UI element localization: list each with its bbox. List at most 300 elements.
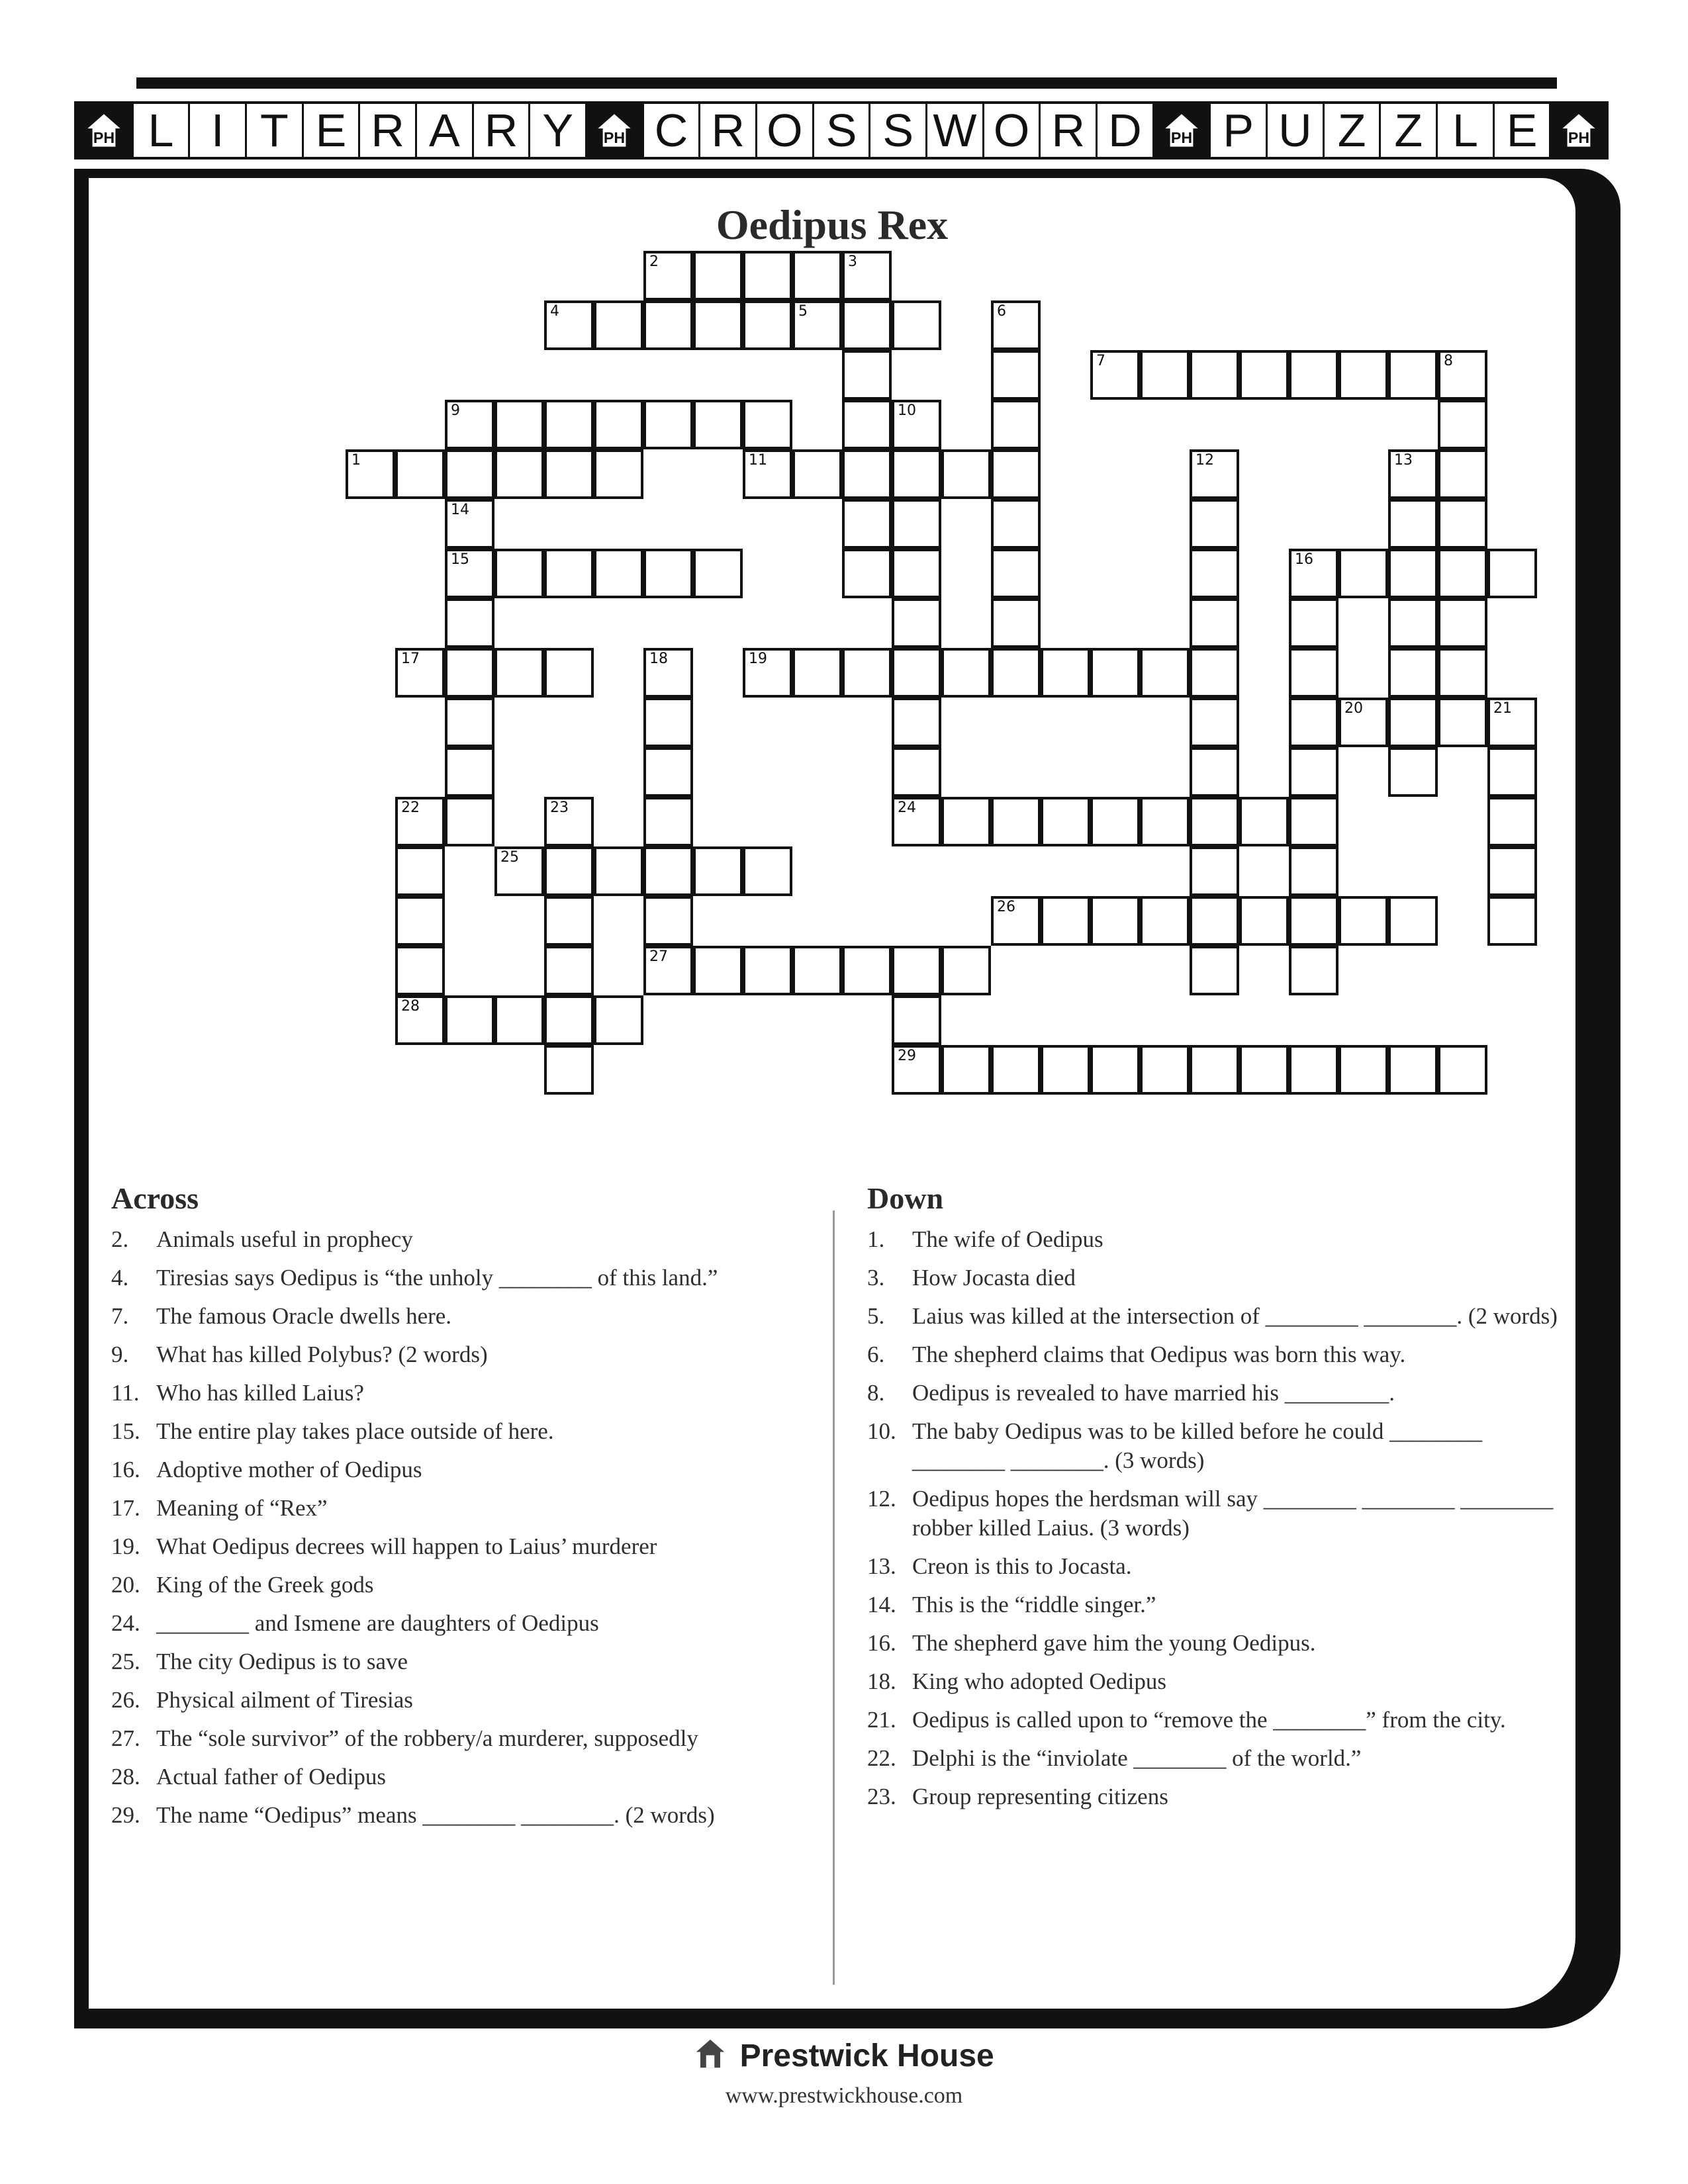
grid-cell[interactable] [693,300,743,350]
grid-cell[interactable] [1239,350,1289,400]
clue-text: The name “Oedipus” means ________ ________. (2 words) [156,1802,715,1828]
clue-number: 29. [111,1802,140,1828]
grid-cell[interactable] [1388,449,1438,499]
grid-cell[interactable] [1388,698,1438,747]
grid-cell[interactable] [445,747,494,797]
grid-cell[interactable] [1190,598,1239,648]
clue-text: Laius was killed at the intersection of ________ ________. (2 words) [912,1303,1558,1329]
house-logo-icon [77,104,134,157]
grid-cell[interactable] [842,648,892,698]
grid-cell[interactable] [346,449,395,499]
down-clue [867,1340,1569,1369]
grid-cell[interactable] [643,251,693,300]
banner-letter: R [474,104,531,157]
grid-cell[interactable] [1090,350,1140,400]
grid-cell[interactable] [445,995,494,1045]
grid-cell[interactable] [494,400,544,449]
banner-letter: Z [1381,104,1438,157]
down-clue [867,1782,1569,1811]
grid-cell[interactable] [643,896,693,946]
grid-cell[interactable] [494,648,544,698]
grid-cell[interactable] [842,549,892,598]
clue-number: 16. [867,1630,896,1656]
down-clue [867,1263,1569,1293]
grid-cell[interactable] [1338,549,1388,598]
clue-text: ________ and Ismene are daughters of Oedipus [156,1610,599,1636]
grid-cell[interactable] [842,350,892,400]
grid-cell[interactable] [1289,896,1338,946]
banner-letter: S [814,104,871,157]
grid-cell[interactable] [991,350,1041,400]
grid-cell[interactable] [1438,598,1487,648]
grid-cell[interactable] [643,648,693,698]
grid-cell[interactable] [1438,449,1487,499]
clue-number: 6 [997,303,1006,320]
clue-number: 26 [997,899,1015,915]
clue-text: The “sole survivor” of the robbery/a murderer, supposedly [156,1725,698,1751]
svg-text:PH: PH [1170,128,1193,146]
clue-number: 5. [867,1303,885,1329]
clue-number: 11. [111,1380,140,1406]
grid-cell[interactable] [1090,896,1140,946]
clue-number: 8. [867,1380,885,1406]
grid-cell[interactable] [544,300,594,350]
grid-cell[interactable] [792,648,842,698]
grid-cell[interactable] [594,449,643,499]
grid-cell[interactable] [693,846,743,896]
grid-cell[interactable] [445,598,494,648]
across-clue [111,1647,826,1676]
banner-letter: E [1495,104,1552,157]
grid-cell[interactable] [1289,698,1338,747]
banner-letter: C [644,104,701,157]
clue-number: 19. [111,1533,140,1559]
grid-cell[interactable] [892,1045,941,1095]
clue-text: The entire play takes place outside of here. [156,1418,554,1444]
grid-cell[interactable] [1140,350,1190,400]
clue-number: 6. [867,1342,885,1367]
grid-cell[interactable] [1140,797,1190,846]
grid-cell[interactable] [892,648,941,698]
grid-cell[interactable] [643,698,693,747]
grid-cell[interactable] [892,747,941,797]
brand-name: Prestwick House [739,2038,994,2073]
grid-cell[interactable] [1338,1045,1388,1095]
grid-cell[interactable] [1388,499,1438,549]
clue-number: 26. [111,1687,140,1713]
grid-cell[interactable] [594,400,643,449]
clue-number: 2. [111,1226,129,1252]
across-clues [111,1181,826,1839]
across-clue [111,1379,826,1408]
grid-cell[interactable] [1487,747,1537,797]
clue-number: 22. [867,1745,896,1771]
grid-cell[interactable] [594,846,643,896]
clue-number: 17 [401,651,420,667]
across-clue [111,1724,826,1753]
clue-number: 4. [111,1265,129,1291]
grid-cell[interactable] [544,400,594,449]
clue-number: 9 [451,402,460,419]
grid-cell[interactable] [892,400,941,449]
grid-cell[interactable] [1438,648,1487,698]
grid-cell[interactable] [1239,896,1289,946]
across-clue [111,1762,826,1792]
house-logo-icon [694,2038,739,2073]
grid-cell[interactable] [1438,400,1487,449]
clue-number: 24. [111,1610,140,1636]
grid-cell[interactable] [743,251,792,300]
grid-cell[interactable] [991,648,1041,698]
grid-cell[interactable] [395,797,445,846]
grid-cell[interactable] [1041,1045,1090,1095]
grid-cell[interactable] [395,449,445,499]
grid-cell[interactable] [743,846,792,896]
grid-cell[interactable] [1289,549,1338,598]
house-logo-icon [587,104,644,157]
down-clue [867,1667,1569,1696]
grid-cell[interactable] [445,400,494,449]
grid-cell[interactable] [1388,1045,1438,1095]
down-clue [867,1379,1569,1408]
across-clue [111,1532,826,1561]
grid-cell[interactable] [991,300,1041,350]
grid-cell[interactable] [1388,598,1438,648]
banner-letter: A [417,104,474,157]
grid-cell[interactable] [693,400,743,449]
grid-cell[interactable] [1487,549,1537,598]
grid-cell[interactable] [1190,698,1239,747]
banner-letter: S [870,104,927,157]
grid-cell[interactable] [544,797,594,846]
grid-cell[interactable] [445,499,494,549]
svg-text:PH: PH [604,128,626,146]
grid-cell[interactable] [643,549,693,598]
grid-cell[interactable] [842,946,892,995]
grid-cell[interactable] [445,698,494,747]
grid-cell[interactable] [395,648,445,698]
grid-cell[interactable] [842,400,892,449]
across-clue [111,1801,826,1830]
clue-number: 4 [550,303,559,320]
down-clue [867,1629,1569,1658]
grid-cell[interactable] [1487,846,1537,896]
clue-text: Physical ailment of Tiresias [156,1687,413,1713]
grid-cell[interactable] [643,797,693,846]
grid-cell[interactable] [494,449,544,499]
clue-text: The famous Oracle dwells here. [156,1303,452,1329]
grid-cell[interactable] [792,251,842,300]
grid-cell[interactable] [544,449,594,499]
grid-cell[interactable] [842,251,892,300]
grid-cell[interactable] [544,549,594,598]
clue-text: Delphi is the “inviolate ________ of the world.” [912,1745,1362,1771]
grid-cell[interactable] [1090,648,1140,698]
clue-number: 9. [111,1342,129,1367]
grid-cell[interactable] [1239,797,1289,846]
grid-cell[interactable] [1190,648,1239,698]
clue-text: Meaning of “Rex” [156,1495,328,1521]
clue-text: The wife of Oedipus [912,1226,1103,1252]
across-clue [111,1455,826,1484]
grid-cell[interactable] [1388,747,1438,797]
grid-cell[interactable] [544,896,594,946]
clue-number: 3. [867,1265,885,1291]
grid-cell[interactable] [743,400,792,449]
banner-letter: L [1438,104,1495,157]
grid-cell[interactable] [1487,698,1537,747]
grid-cell[interactable] [743,449,792,499]
svg-text:PH: PH [1568,128,1589,146]
grid-cell[interactable] [1388,648,1438,698]
grid-cell[interactable] [1190,549,1239,598]
grid-cell[interactable] [1338,698,1388,747]
clue-number: 17. [111,1495,140,1521]
clue-text: Actual father of Oedipus [156,1764,386,1790]
svg-text:PH: PH [93,128,115,146]
grid-cell[interactable] [1388,896,1438,946]
grid-cell[interactable] [395,896,445,946]
clue-number: 28 [401,998,420,1015]
grid-cell[interactable] [991,598,1041,648]
grid-cell[interactable] [544,1045,594,1095]
grid-cell[interactable] [792,946,842,995]
grid-cell[interactable] [445,797,494,846]
grid-cell[interactable] [395,995,445,1045]
grid-cell[interactable] [991,449,1041,499]
down-clue [867,1417,1569,1475]
crossword-grid [89,178,1575,1105]
grid-cell[interactable] [991,896,1041,946]
clue-number: 18 [649,651,668,667]
grid-cell[interactable] [991,797,1041,846]
grid-cell[interactable] [544,648,594,698]
down-heading: Down [867,1181,944,1215]
house-logo-icon [1551,104,1606,157]
grid-cell[interactable] [643,400,693,449]
grid-cell[interactable] [1190,846,1239,896]
clue-number: 21 [1493,700,1512,717]
clue-text: King of the Greek gods [156,1572,374,1598]
banner-letter: T [247,104,304,157]
grid-cell[interactable] [792,300,842,350]
across-heading: Across [111,1181,199,1215]
grid-cell[interactable] [1388,350,1438,400]
grid-cell[interactable] [892,598,941,648]
grid-cell[interactable] [1438,549,1487,598]
clue-text: Group representing citizens [912,1784,1168,1809]
grid-cell[interactable] [1289,846,1338,896]
grid-cell[interactable] [494,549,544,598]
down-clue [867,1590,1569,1619]
grid-cell[interactable] [991,549,1041,598]
grid-cell[interactable] [842,499,892,549]
grid-cell[interactable] [1487,896,1537,946]
grid-cell[interactable] [892,499,941,549]
grid-cell[interactable] [941,946,991,995]
clue-number: 7. [111,1303,129,1329]
grid-cell[interactable] [494,846,544,896]
clue-number: 21. [867,1707,896,1733]
grid-cell[interactable] [941,797,991,846]
across-clue [111,1340,826,1369]
top-rule [136,77,1557,89]
grid-cell[interactable] [743,946,792,995]
grid-cell[interactable] [842,449,892,499]
grid-cell[interactable] [494,995,544,1045]
clue-number: 25 [500,849,519,866]
title-banner [74,101,1609,159]
grid-cell[interactable] [941,449,991,499]
grid-cell[interactable] [1289,350,1338,400]
grid-cell[interactable] [395,846,445,896]
grid-cell[interactable] [892,449,941,499]
grid-cell[interactable] [892,300,941,350]
grid-cell[interactable] [544,946,594,995]
across-clue [111,1494,826,1523]
grid-cell[interactable] [1388,549,1438,598]
clue-number: 20 [1344,700,1363,717]
grid-cell[interactable] [1289,946,1338,995]
grid-cell[interactable] [1190,350,1239,400]
grid-cell[interactable] [445,449,494,499]
grid-cell[interactable] [941,648,991,698]
grid-cell[interactable] [445,648,494,698]
grid-cell[interactable] [395,946,445,995]
clue-text: Creon is this to Jocasta. [912,1553,1132,1579]
grid-cell[interactable] [594,549,643,598]
grid-cell[interactable] [445,549,494,598]
footer-url[interactable]: www.prestwickhouse.com [725,2083,963,2108]
grid-cell[interactable] [643,747,693,797]
clue-number: 8 [1444,353,1453,369]
clue-number: 25. [111,1649,140,1674]
grid-cell[interactable] [693,549,743,598]
clue-number: 16 [1295,551,1313,568]
down-clue [867,1706,1569,1735]
grid-cell[interactable] [1190,1045,1239,1095]
grid-cell[interactable] [643,946,693,995]
clue-text: What Oedipus decrees will happen to Laius’ murderer [156,1533,657,1559]
clue-number: 27. [111,1725,140,1751]
grid-cell[interactable] [1338,350,1388,400]
grid-cell[interactable] [1289,747,1338,797]
clue-text: The shepherd gave him the young Oedipus. [912,1630,1316,1656]
grid-cell[interactable] [643,300,693,350]
grid-cell[interactable] [1041,896,1090,946]
grid-cell[interactable] [1487,797,1537,846]
grid-cell[interactable] [693,946,743,995]
grid-cell[interactable] [892,797,941,846]
clue-text: Oedipus is called upon to “remove the ________” from the city. [912,1707,1506,1733]
clue-number: 7 [1096,353,1105,369]
grid-cell[interactable] [892,995,941,1045]
grid-cell[interactable] [792,449,842,499]
grid-cell[interactable] [892,698,941,747]
grid-cell[interactable] [991,499,1041,549]
grid-cell[interactable] [1090,1045,1140,1095]
grid-cell[interactable] [1289,1045,1338,1095]
banner-letter: L [134,104,191,157]
grid-cell[interactable] [643,846,693,896]
grid-cell[interactable] [1289,598,1338,648]
grid-cell[interactable] [743,648,792,698]
grid-cell[interactable] [1140,896,1190,946]
clue-number: 14. [867,1592,896,1617]
clue-number: 12 [1196,452,1214,469]
grid-cell[interactable] [1041,648,1090,698]
banner-letter: E [304,104,361,157]
across-clue [111,1686,826,1715]
grid-cell[interactable] [1438,499,1487,549]
grid-cell[interactable] [1190,946,1239,995]
down-clue [867,1552,1569,1581]
clue-number: 15. [111,1418,140,1444]
clue-number: 13 [1394,452,1413,469]
grid-cell[interactable] [892,946,941,995]
clue-text: Adoptive mother of Oedipus [156,1457,422,1482]
clue-text: Animals useful in prophecy [156,1226,413,1252]
grid-cell[interactable] [1289,797,1338,846]
grid-cell[interactable] [1289,648,1338,698]
down-clue-list [867,1225,1569,1811]
clue-number: 13. [867,1553,896,1579]
grid-cell[interactable] [1438,350,1487,400]
grid-cell[interactable] [941,1045,991,1095]
grid-cell[interactable] [1041,797,1090,846]
grid-cell[interactable] [892,549,941,598]
clue-text: Who has killed Laius? [156,1380,364,1406]
grid-cell[interactable] [1338,896,1388,946]
grid-cell[interactable] [743,300,792,350]
clue-text: The city Oedipus is to save [156,1649,408,1674]
clue-number: 20. [111,1572,140,1598]
grid-cell[interactable] [1438,1045,1487,1095]
clue-number: 5 [798,303,808,320]
grid-cell[interactable] [594,995,643,1045]
grid-cell[interactable] [1190,896,1239,946]
grid-cell[interactable] [544,846,594,896]
grid-cell[interactable] [544,995,594,1045]
banner-letter: R [700,104,757,157]
grid-cell[interactable] [693,251,743,300]
grid-cell[interactable] [1239,1045,1289,1095]
grid-cell[interactable] [594,300,643,350]
grid-cell[interactable] [1438,698,1487,747]
banner-letter: P [1211,104,1268,157]
house-logo-icon [1154,104,1211,157]
grid-cell[interactable] [1140,648,1190,698]
clue-text: How Jocasta died [912,1265,1076,1291]
clue-number: 12. [867,1486,896,1512]
grid-cell[interactable] [991,400,1041,449]
clue-number: 1 [352,452,361,469]
banner-letter: R [360,104,417,157]
clue-number: 2 [649,253,659,270]
grid-cell[interactable] [991,1045,1041,1095]
column-divider [833,1210,835,1985]
banner-letter: D [1098,104,1154,157]
grid-cell[interactable] [1090,797,1140,846]
grid-cell[interactable] [1190,747,1239,797]
clue-text: What has killed Polybus? (2 words) [156,1342,488,1367]
grid-cell[interactable] [1140,1045,1190,1095]
clue-number: 27 [649,948,668,965]
grid-cell[interactable] [1190,499,1239,549]
grid-cell[interactable] [1190,797,1239,846]
grid-cell[interactable] [1190,449,1239,499]
grid-cell[interactable] [842,300,892,350]
